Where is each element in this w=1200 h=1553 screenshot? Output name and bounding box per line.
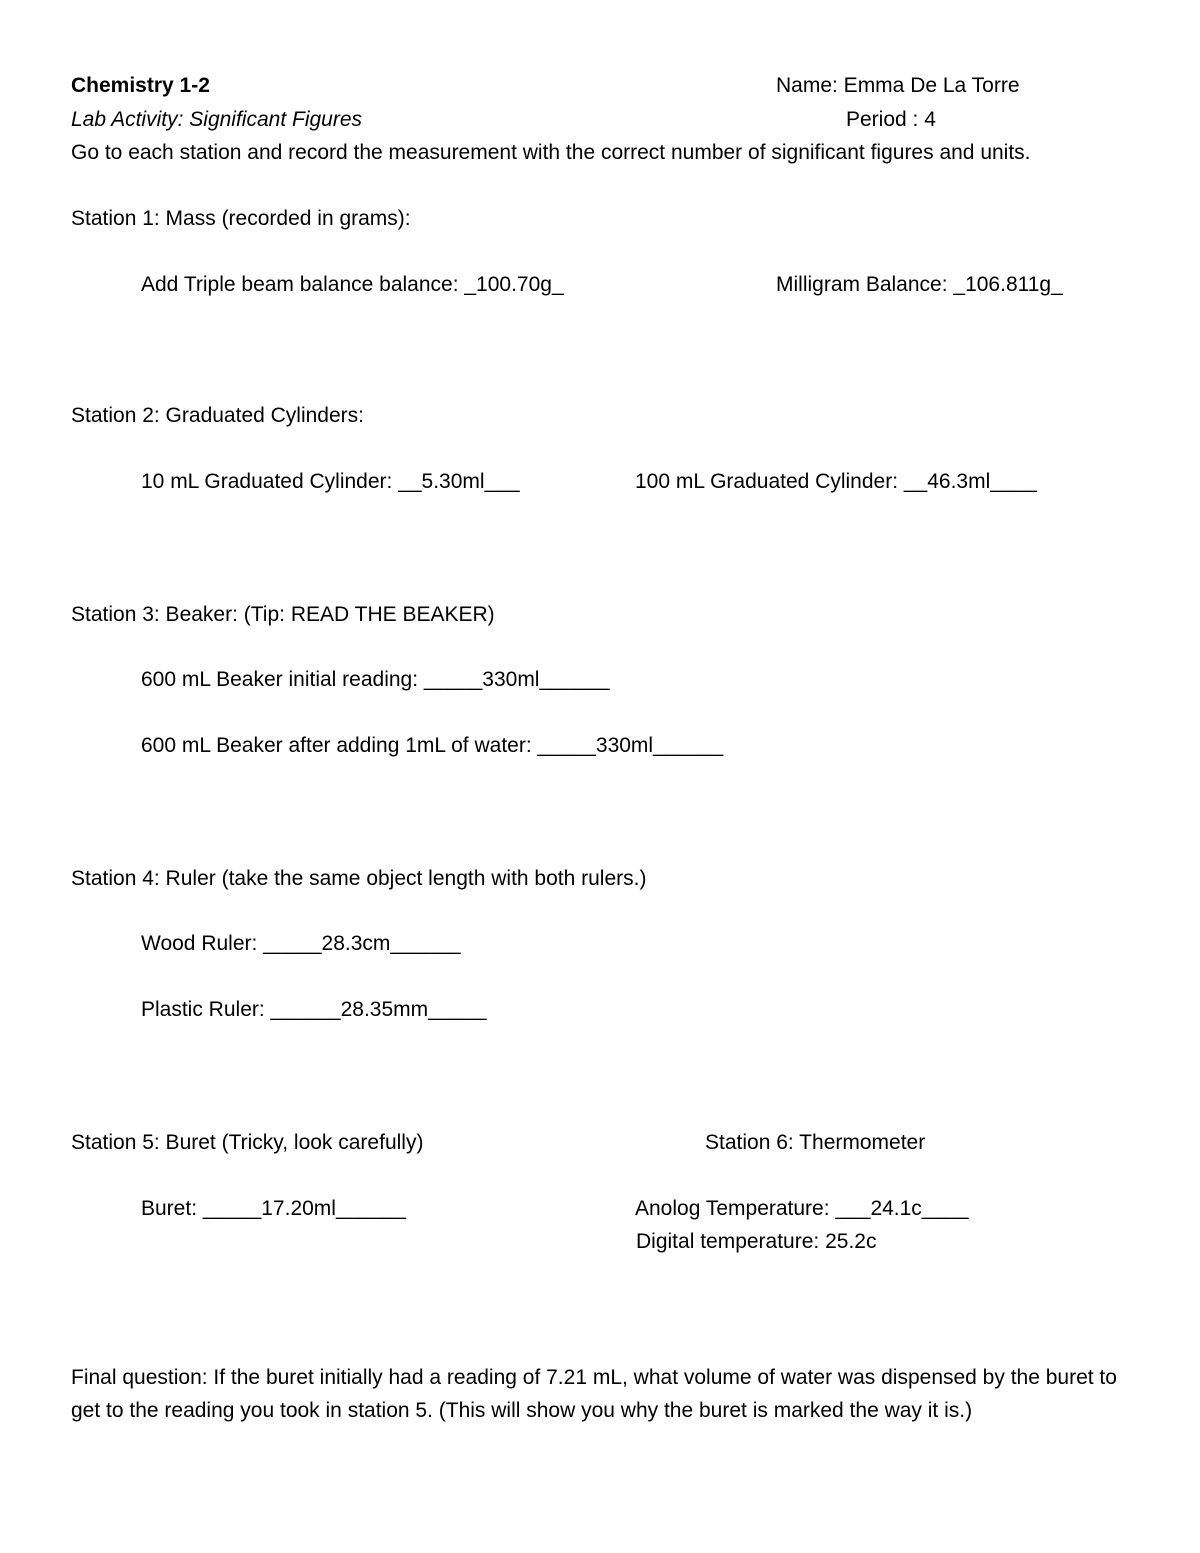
milligram-measurement: Milligram Balance: _106.811g_ [776,273,1063,296]
instructions: Go to each station and record the measurement with the correct number of significant figures and units. [71,141,1031,164]
analog-temperature-measurement: Anolog Temperature: ___24.1c____ [635,1197,969,1220]
triple-beam-measurement: Add Triple beam balance balance: _100.70g_ [141,273,564,296]
buret-measurement: Buret: _____17.20ml______ [141,1197,407,1220]
station4-title: Station 4: Ruler (take the same object length with both rulers.) [71,867,647,890]
beaker-after-measurement: 600 mL Beaker after adding 1mL of water: _____330ml______ [141,734,724,757]
period: Period : 4 [846,108,936,131]
station1-title: Station 1: Mass (recorded in grams): [71,207,411,230]
beaker-initial-measurement: 600 mL Beaker initial reading: _____330ml______ [141,668,610,691]
plastic-ruler-measurement: Plastic Ruler: ______28.35mm_____ [141,998,487,1021]
station5-title: Station 5: Buret (Tricky, look carefully) [71,1131,424,1154]
final-question: Final question: If the buret initially had a reading of 7.21 mL, what volume of water was dispensed by the buret to get to the reading you took in station 5. (This will show you why the buret is marked the way it is.) [71,1366,1117,1422]
digital-temperature-measurement: Digital temperature: 25.2c [636,1230,877,1253]
wood-ruler-measurement: Wood Ruler: _____28.3cm______ [141,932,461,955]
course-title: Chemistry 1-2 [71,74,210,97]
cylinder-10ml-measurement: 10 mL Graduated Cylinder: __5.30ml___ [141,470,520,493]
cylinder-100ml-measurement: 100 mL Graduated Cylinder: __46.3ml____ [635,470,1037,493]
station6-title: Station 6: Thermometer [705,1131,926,1154]
station2-title: Station 2: Graduated Cylinders: [71,404,364,427]
station3-title: Station 3: Beaker: (Tip: READ THE BEAKER) [71,603,495,626]
activity-title: Lab Activity: Significant Figures [71,108,363,131]
student-name: Name: Emma De La Torre [776,74,1020,97]
